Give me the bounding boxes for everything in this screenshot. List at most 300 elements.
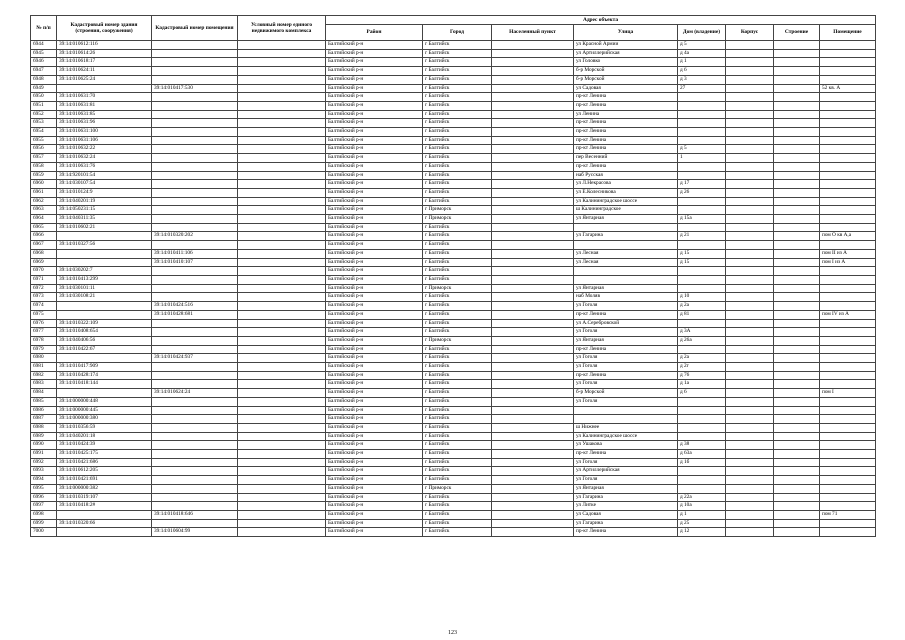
table-row [31, 310, 876, 319]
cell-dom: д 4а [678, 49, 726, 58]
page-number: 123 [448, 630, 457, 636]
cell-cad-building: 39:14:010428:174 [57, 371, 152, 380]
cell-rayon: Балтийский р-н [326, 493, 423, 502]
cell-num: 6980 [31, 354, 57, 363]
cell-np [492, 41, 574, 50]
col-header-rayon: Район [326, 25, 423, 41]
cell-cond-num [238, 267, 326, 276]
cell-cad-building: 39:14:010618:17 [57, 58, 152, 67]
cell-rayon: Балтийский р-н [326, 502, 423, 511]
table-row [31, 215, 876, 224]
cell-dom [678, 197, 726, 206]
cell-pomeschenie: пом I из А [820, 258, 876, 267]
cell-cad-building: 39:14:010631:85 [57, 110, 152, 119]
cell-ulica: пр-кт Ленина [574, 450, 678, 459]
cell-ulica: б-р Морской [574, 389, 678, 398]
cell-gorod: г Балтийск [423, 171, 492, 180]
cell-pomeschenie [820, 450, 876, 459]
cell-num: 6966 [31, 232, 57, 241]
cell-np [492, 371, 574, 380]
cell-cad-building: 39:14:010612:205 [57, 467, 152, 476]
table-row [31, 293, 876, 302]
cell-rayon: Балтийский р-н [326, 41, 423, 50]
cell-pomeschenie [820, 432, 876, 441]
cell-rayon: Балтийский р-н [326, 528, 423, 537]
cell-korpus [726, 363, 774, 372]
table-row [31, 58, 876, 67]
cell-korpus [726, 345, 774, 354]
cell-cad-building: 39:14:010624:11 [57, 67, 152, 76]
cell-dom: д 1 [678, 510, 726, 519]
cell-gorod: г Балтийск [423, 58, 492, 67]
cell-gorod: г Приморск [423, 215, 492, 224]
cell-cond-num [238, 41, 326, 50]
cell-gorod: г Балтийск [423, 389, 492, 398]
cell-stroenie [774, 145, 820, 154]
cell-np [492, 49, 574, 58]
cell-stroenie [774, 215, 820, 224]
cell-pomeschenie [820, 180, 876, 189]
cell-cad-room [152, 397, 238, 406]
cell-cad-building [57, 84, 152, 93]
cell-stroenie [774, 510, 820, 519]
cell-dom [678, 476, 726, 485]
cell-num: 6997 [31, 502, 57, 511]
cell-np [492, 232, 574, 241]
cell-cond-num [238, 302, 326, 311]
cell-korpus [726, 67, 774, 76]
cell-cad-building: 39:14:010631:100 [57, 128, 152, 137]
cell-dom: д 2а [678, 354, 726, 363]
cell-dom: д 15а [678, 215, 726, 224]
cell-stroenie [774, 267, 820, 276]
cell-np [492, 188, 574, 197]
cell-gorod: г Балтийск [423, 406, 492, 415]
cell-np [492, 415, 574, 424]
cell-stroenie [774, 423, 820, 432]
cell-dom [678, 345, 726, 354]
cell-pomeschenie: пом IV из А [820, 310, 876, 319]
cell-cad-building: 39:14:010320:66 [57, 519, 152, 528]
cell-stroenie [774, 232, 820, 241]
cell-korpus [726, 171, 774, 180]
cell-num: 6978 [31, 336, 57, 345]
cell-cond-num [238, 432, 326, 441]
table-row [31, 380, 876, 389]
cell-cad-room [152, 371, 238, 380]
cell-cad-building: 39:14:010632:22 [57, 145, 152, 154]
cell-gorod: г Балтийск [423, 93, 492, 102]
cell-cad-building: 39:14:010124:9 [57, 188, 152, 197]
cell-np [492, 249, 574, 258]
cell-dom: д 26 [678, 188, 726, 197]
cell-rayon: Балтийский р-н [326, 119, 423, 128]
cell-rayon: Балтийский р-н [326, 84, 423, 93]
cell-cond-num [238, 441, 326, 450]
cell-np [492, 432, 574, 441]
cell-dom: 1 [678, 154, 726, 163]
cell-rayon: Балтийский р-н [326, 510, 423, 519]
cell-cond-num [238, 275, 326, 284]
cell-gorod: г Балтийск [423, 397, 492, 406]
cell-pomeschenie [820, 162, 876, 171]
col-header-cad-room: Кадастровый номер помещения [152, 16, 238, 41]
cell-np [492, 145, 574, 154]
cell-cad-room: 39:14:010424:516 [152, 302, 238, 311]
cell-stroenie [774, 293, 820, 302]
cell-cad-room: 39:14:010410:107 [152, 258, 238, 267]
cell-cond-num [238, 484, 326, 493]
cell-stroenie [774, 336, 820, 345]
cell-stroenie [774, 206, 820, 215]
cell-cad-building: 39:14:010356:59 [57, 423, 152, 432]
cell-dom [678, 284, 726, 293]
cell-cond-num [238, 136, 326, 145]
cell-num: 6970 [31, 267, 57, 276]
cell-num: 6958 [31, 162, 57, 171]
cell-korpus [726, 206, 774, 215]
cell-num: 6956 [31, 145, 57, 154]
cell-rayon: Балтийский р-н [326, 336, 423, 345]
cell-pomeschenie [820, 371, 876, 380]
table-row [31, 476, 876, 485]
cell-stroenie [774, 458, 820, 467]
cell-gorod: г Балтийск [423, 154, 492, 163]
cell-cad-building: 39:14:010327:56 [57, 241, 152, 250]
cell-korpus [726, 162, 774, 171]
cell-cad-room [152, 363, 238, 372]
cell-dom [678, 119, 726, 128]
cell-korpus [726, 380, 774, 389]
cell-gorod: г Балтийск [423, 136, 492, 145]
cell-cond-num [238, 154, 326, 163]
table-row [31, 397, 876, 406]
cell-np [492, 458, 574, 467]
cell-rayon: Балтийский р-н [326, 223, 423, 232]
cell-rayon: Балтийский р-н [326, 302, 423, 311]
cell-cad-room [152, 223, 238, 232]
cell-cad-room: 39:14:010417:530 [152, 84, 238, 93]
cell-gorod: г Балтийск [423, 180, 492, 189]
cell-np [492, 476, 574, 485]
cell-cond-num [238, 241, 326, 250]
cell-pomeschenie [820, 267, 876, 276]
cell-rayon: Балтийский р-н [326, 267, 423, 276]
cell-cond-num [238, 145, 326, 154]
cell-stroenie [774, 136, 820, 145]
cell-ulica: ул Головко [574, 58, 678, 67]
table-row [31, 128, 876, 137]
cell-cad-room: 39:14:010424:937 [152, 354, 238, 363]
cell-pomeschenie [820, 467, 876, 476]
cell-ulica: ул Янтарная [574, 284, 678, 293]
cell-cond-num [238, 128, 326, 137]
cell-np [492, 328, 574, 337]
cell-cad-room [152, 93, 238, 102]
cell-cad-building [57, 310, 152, 319]
cell-gorod: г Балтийск [423, 223, 492, 232]
cell-ulica: ул Гоголя [574, 476, 678, 485]
cell-pomeschenie [820, 345, 876, 354]
cell-cad-room: 39:14:010428:681 [152, 310, 238, 319]
col-header-np: Населенный пункт [492, 25, 574, 41]
cell-gorod: г Балтийск [423, 328, 492, 337]
cell-stroenie [774, 154, 820, 163]
cell-num: 6989 [31, 432, 57, 441]
cell-gorod: г Балтийск [423, 423, 492, 432]
cell-dom: 27 [678, 84, 726, 93]
cell-gorod: г Балтийск [423, 75, 492, 84]
table-row [31, 284, 876, 293]
cell-rayon: Балтийский р-н [326, 476, 423, 485]
cell-cad-room [152, 41, 238, 50]
cell-pomeschenie [820, 223, 876, 232]
cell-dom: д 1б [678, 458, 726, 467]
cell-pomeschenie [820, 328, 876, 337]
table-row [31, 371, 876, 380]
cell-pomeschenie [820, 206, 876, 215]
cell-num: 6999 [31, 519, 57, 528]
cell-np [492, 293, 574, 302]
cell-korpus [726, 267, 774, 276]
cell-ulica: ул Гагарина [574, 519, 678, 528]
cell-num: 6954 [31, 128, 57, 137]
cell-korpus [726, 180, 774, 189]
cell-np [492, 467, 574, 476]
table-row [31, 415, 876, 424]
cell-cond-num [238, 423, 326, 432]
cell-ulica: ул Калининградское шоссе [574, 432, 678, 441]
cell-pomeschenie [820, 354, 876, 363]
cell-num: 6965 [31, 223, 57, 232]
cell-korpus [726, 197, 774, 206]
cell-stroenie [774, 363, 820, 372]
cell-korpus [726, 145, 774, 154]
cell-cad-room [152, 284, 238, 293]
table-row [31, 180, 876, 189]
cell-num: 6983 [31, 380, 57, 389]
cell-korpus [726, 484, 774, 493]
cell-cad-building: 39:14:030101:11 [57, 284, 152, 293]
cell-pomeschenie [820, 128, 876, 137]
cell-ulica [574, 275, 678, 284]
cell-dom [678, 171, 726, 180]
cell-ulica: ул Ушакова [574, 441, 678, 450]
cell-gorod: г Балтийск [423, 302, 492, 311]
cell-dom: д 10а [678, 502, 726, 511]
cell-korpus [726, 371, 774, 380]
table-row [31, 84, 876, 93]
cell-cad-room [152, 467, 238, 476]
cell-cond-num [238, 467, 326, 476]
table-row [31, 110, 876, 119]
cell-rayon: Балтийский р-н [326, 145, 423, 154]
cell-cond-num [238, 232, 326, 241]
cell-num: 6949 [31, 84, 57, 93]
cell-pomeschenie [820, 75, 876, 84]
cell-pomeschenie [820, 406, 876, 415]
cell-ulica: ул Е.Колесникова [574, 188, 678, 197]
cell-korpus [726, 432, 774, 441]
table-row [31, 441, 876, 450]
cell-korpus [726, 397, 774, 406]
col-header-dom: Дом (владение) [678, 25, 726, 41]
cell-pomeschenie [820, 336, 876, 345]
cell-dom: д 6 [678, 389, 726, 398]
cell-dom [678, 101, 726, 110]
table-row [31, 345, 876, 354]
cell-num: 6957 [31, 154, 57, 163]
cell-pomeschenie [820, 458, 876, 467]
cell-cad-room [152, 110, 238, 119]
cell-rayon: Балтийский р-н [326, 484, 423, 493]
cell-dom: д 81 [678, 310, 726, 319]
cell-dom: д 3 [678, 75, 726, 84]
table-row [31, 502, 876, 511]
cell-num: 6972 [31, 284, 57, 293]
cell-np [492, 206, 574, 215]
cell-dom: д 38 [678, 441, 726, 450]
cell-cad-room [152, 458, 238, 467]
cell-stroenie [774, 84, 820, 93]
cell-cad-building [57, 249, 152, 258]
cell-np [492, 93, 574, 102]
cell-cond-num [238, 284, 326, 293]
cell-dom: д 26а [678, 336, 726, 345]
cell-rayon: Балтийский р-н [326, 93, 423, 102]
cell-cad-room [152, 450, 238, 459]
cell-gorod: г Балтийск [423, 450, 492, 459]
table-row [31, 458, 876, 467]
cell-korpus [726, 84, 774, 93]
cell-cad-building: 39:14:010418:144 [57, 380, 152, 389]
cell-num: 6971 [31, 275, 57, 284]
cell-korpus [726, 249, 774, 258]
cell-ulica: пр-кт Ленина [574, 101, 678, 110]
cell-rayon: Балтийский р-н [326, 415, 423, 424]
table-row [31, 171, 876, 180]
cell-gorod: г Балтийск [423, 128, 492, 137]
col-header-gorod: Город [423, 25, 492, 41]
cell-stroenie [774, 119, 820, 128]
cell-cond-num [238, 528, 326, 537]
cell-korpus [726, 510, 774, 519]
cell-dom: д 10 [678, 293, 726, 302]
cell-rayon: Балтийский р-н [326, 110, 423, 119]
table-row [31, 258, 876, 267]
cell-korpus [726, 528, 774, 537]
cell-cond-num [238, 215, 326, 224]
cell-pomeschenie [820, 380, 876, 389]
cell-pomeschenie [820, 484, 876, 493]
cell-korpus [726, 275, 774, 284]
cell-num: 6979 [31, 345, 57, 354]
cell-dom [678, 275, 726, 284]
cell-pomeschenie: пом 71 [820, 510, 876, 519]
cell-cad-building: 39:14:010614:26 [57, 49, 152, 58]
cell-gorod: г Балтийск [423, 432, 492, 441]
cell-stroenie [774, 319, 820, 328]
table-row [31, 302, 876, 311]
table-row [31, 188, 876, 197]
cell-gorod: г Балтийск [423, 162, 492, 171]
cell-pomeschenie [820, 119, 876, 128]
cell-dom: д 3А [678, 328, 726, 337]
cell-cad-room [152, 101, 238, 110]
cell-stroenie [774, 476, 820, 485]
cell-dom [678, 128, 726, 137]
cell-ulica: ул Садовая [574, 84, 678, 93]
cell-cad-building [57, 528, 152, 537]
cell-cad-room [152, 119, 238, 128]
cell-pomeschenie [820, 528, 876, 537]
cell-pomeschenie [820, 41, 876, 50]
cell-ulica: пр-кт Ленина [574, 93, 678, 102]
cell-korpus [726, 75, 774, 84]
cell-stroenie [774, 450, 820, 459]
cell-ulica: пр-кт Ленина [574, 119, 678, 128]
cell-num: 6951 [31, 101, 57, 110]
col-header-address-group: Адрес объекта [326, 16, 876, 25]
cell-stroenie [774, 110, 820, 119]
cell-gorod: г Балтийск [423, 467, 492, 476]
cell-gorod: г Балтийск [423, 441, 492, 450]
col-header-stroenie: Строение [774, 25, 820, 41]
cell-num: 6953 [31, 119, 57, 128]
cell-num: 6991 [31, 450, 57, 459]
cell-dom [678, 206, 726, 215]
cell-pomeschenie [820, 519, 876, 528]
cell-np [492, 197, 574, 206]
cell-stroenie [774, 397, 820, 406]
cell-pomeschenie [820, 197, 876, 206]
cell-korpus [726, 467, 774, 476]
cell-num: 6961 [31, 188, 57, 197]
cell-cond-num [238, 49, 326, 58]
cell-stroenie [774, 467, 820, 476]
cell-cad-building: 39:14:040201:18 [57, 432, 152, 441]
cell-dom [678, 136, 726, 145]
cell-cad-room [152, 215, 238, 224]
cell-korpus [726, 232, 774, 241]
cell-cond-num [238, 67, 326, 76]
cell-ulica: ул Гагарина [574, 232, 678, 241]
cell-cond-num [238, 502, 326, 511]
table-row [31, 101, 876, 110]
cell-cad-building: 39:14:010612:116 [57, 41, 152, 50]
cell-korpus [726, 310, 774, 319]
cell-rayon: Балтийский р-н [326, 328, 423, 337]
cell-stroenie [774, 101, 820, 110]
cell-num: 6985 [31, 397, 57, 406]
table-body [31, 41, 876, 537]
cell-gorod: г Балтийск [423, 41, 492, 50]
cell-num: 6992 [31, 458, 57, 467]
cell-cond-num [238, 319, 326, 328]
cell-pomeschenie: пом I [820, 389, 876, 398]
cell-rayon: Балтийский р-н [326, 467, 423, 476]
cell-np [492, 162, 574, 171]
cell-rayon: Балтийский р-н [326, 241, 423, 250]
cell-cad-room [152, 128, 238, 137]
table-row [31, 275, 876, 284]
cell-ulica: ш Калининградское [574, 206, 678, 215]
cell-cond-num [238, 258, 326, 267]
cell-cad-room: 39:14:010411:106 [152, 249, 238, 258]
cell-korpus [726, 476, 774, 485]
cell-stroenie [774, 58, 820, 67]
cell-np [492, 345, 574, 354]
